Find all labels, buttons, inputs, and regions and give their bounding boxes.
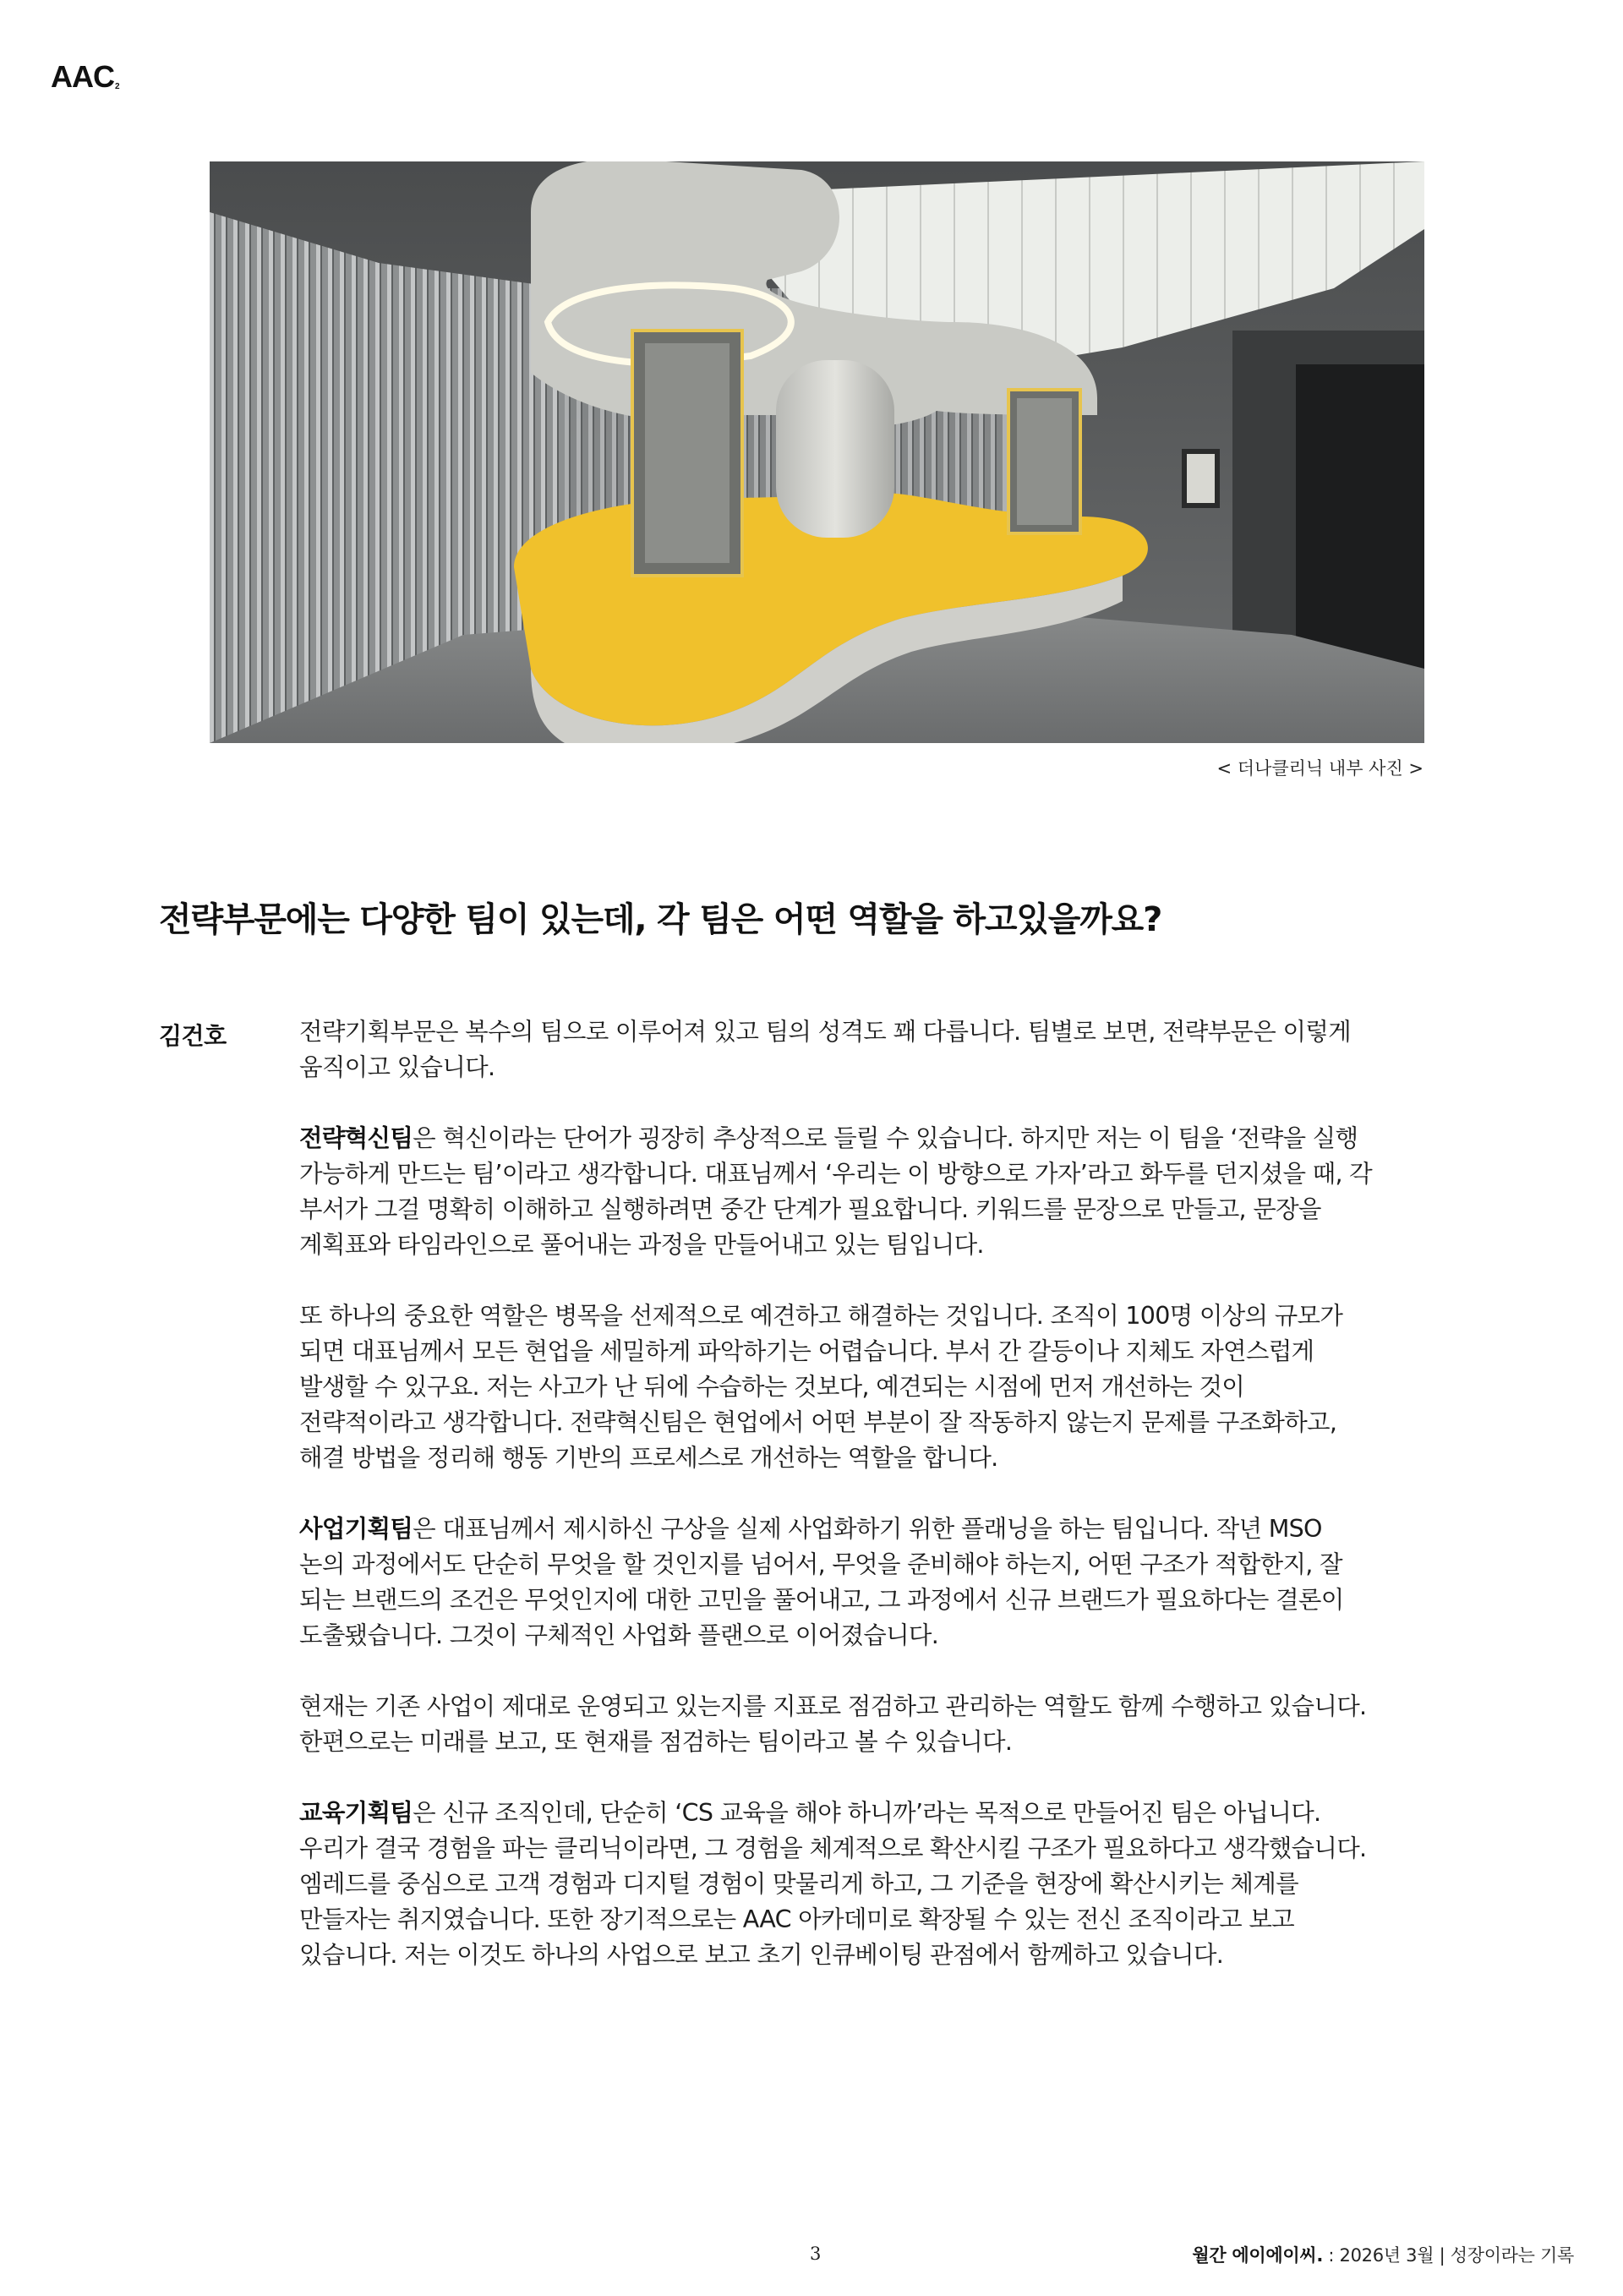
aac-logo: $AAC_2$ [51,59,119,94]
photo-caption: < 더나클리닉 내부 사진 > [1216,758,1424,779]
text-line: 만들자는 취지였습니다. 또한 장기적으로는 AAC 아카데미로 확장될 수 있는 전신 조직이라고 보고 [299,1905,1294,1933]
text-line: 되는 브랜드의 조건은 무엇인지에 대한 고민을 풀어내고, 그 과정에서 신규 브랜드가 필요하다는 결론이 [299,1586,1344,1614]
text-line: 우리가 결국 경험을 파는 클리닉이라면, 그 경험을 체계적으로 확산시킬 구조가 필요하다고 생각했습니다. [299,1834,1367,1862]
team-name-education-planning: 교육기획팀 [299,1799,413,1827]
speaker-name: 김건호 [159,1022,227,1050]
text-line: 전략혁신팀은 혁신이라는 단어가 굉장히 추상적으로 들릴 수 있습니다. 하지만 저는 이 팀을 ‘전략을 실행 [299,1124,1358,1152]
paragraph-6 [299,1796,1483,1973]
text-line: 도출됐습니다. 그것이 구체적인 사업화 플랜으로 이어졌습니다. [299,1621,939,1649]
text-line: 현재는 기존 사업이 제대로 운영되고 있는지를 지표로 점검하고 관리하는 역할도 함께 수행하고 있습니다. [299,1692,1367,1720]
text-line: 움직이고 있습니다. [299,1053,495,1081]
clinic-interior-illustration [210,161,1424,743]
text-line: 또 하나의 중요한 역할은 병목을 선제적으로 예견하고 해결하는 것입니다. 조직이 100명 이상의 규모가 [299,1302,1343,1330]
paragraph-1 [299,1014,1483,1085]
text-line: 발생할 수 있구요. 저는 사고가 난 뒤에 수습하는 것보다, 예견되는 시점에 먼저 개선하는 것이 [299,1373,1245,1401]
paragraph-5 [299,1689,1483,1760]
text-line: 사업기획팀은 대표님께서 제시하신 구상을 실제 사업화하기 위한 플래닝을 하는 팀입니다. 작년 MSO [299,1515,1322,1543]
text-line: 되면 대표님께서 모든 현업을 세밀하게 파악하기는 어렵습니다. 부서 간 갈등이나 지체도 자연스럽게 [299,1337,1314,1365]
text-line: 계획표와 타임라인으로 풀어내는 과정을 만들어내고 있는 팀입니다. [299,1231,984,1259]
text-line: 엠레드를 중심으로 고객 경험과 디지털 경험이 맞물리게 하고, 그 기준을 현장에 확산시키는 체계를 [299,1870,1298,1898]
interview-answer [299,1014,1483,2009]
text-line: 부서가 그걸 명확히 이해하고 실행하려면 중간 단계가 필요합니다. 키워드를 문장으로 만들고, 문장을 [299,1195,1321,1223]
clinic-interior-photo [210,161,1424,743]
paragraph-3 [299,1298,1483,1476]
text-line: 가능하게 만드는 팀’이라고 생각합니다. 대표님께서 ‘우리는 이 방향으로 가자’라고 화두를 던지셨을 때, 각 [299,1160,1373,1188]
paragraph-2 [299,1121,1483,1263]
text-line: 전략적이라고 생각합니다. 전략혁신팀은 현업에서 어떤 부분이 잘 작동하지 않는지 문제를 구조화하고, [299,1408,1337,1436]
team-name-business-planning: 사업기획팀 [299,1515,413,1543]
team-name-strategy-innovation: 전략혁신팀 [299,1124,413,1152]
text-line: 전략기획부문은 복수의 팀으로 이루어져 있고 팀의 성격도 꽤 다릅니다. 팀별로 보면, 전략부문은 이렇게 [299,1018,1351,1046]
section-heading: 전략부문에는 다양한 팀이 있는데, 각 팀은 어떤 역할을 하고있을까요? [159,900,1162,939]
text-line: 있습니다. 저는 이것도 하나의 사업으로 보고 초기 인큐베이팅 관점에서 함께하고 있습니다. [299,1941,1224,1969]
text-line: 한편으로는 미래를 보고, 또 현재를 점검하는 팀이라고 볼 수 있습니다. [299,1728,1013,1756]
magazine-footer [1192,2242,1574,2267]
text-line: 교육기획팀은 신규 조직인데, 단순히 ‘CS 교육을 해야 하니까’라는 목적으로 만들어진 팀은 아닙니다. [299,1799,1321,1827]
paragraph-4 [299,1512,1483,1654]
page-number: 3 [810,2244,822,2264]
text-line: 해결 방법을 정리해 행동 기반의 프로세스로 개선하는 역할을 합니다. [299,1444,998,1472]
text-line: 논의 과정에서도 단순히 무엇을 할 것인지를 넘어서, 무엇을 준비해야 하는지, 어떤 구조가 적합한지, 잘 [299,1550,1342,1578]
issue-info: : 2026년 3월 | 성장이라는 기록 [1323,2245,1574,2266]
magazine-title: 월간 에이에이씨. [1192,2245,1324,2266]
